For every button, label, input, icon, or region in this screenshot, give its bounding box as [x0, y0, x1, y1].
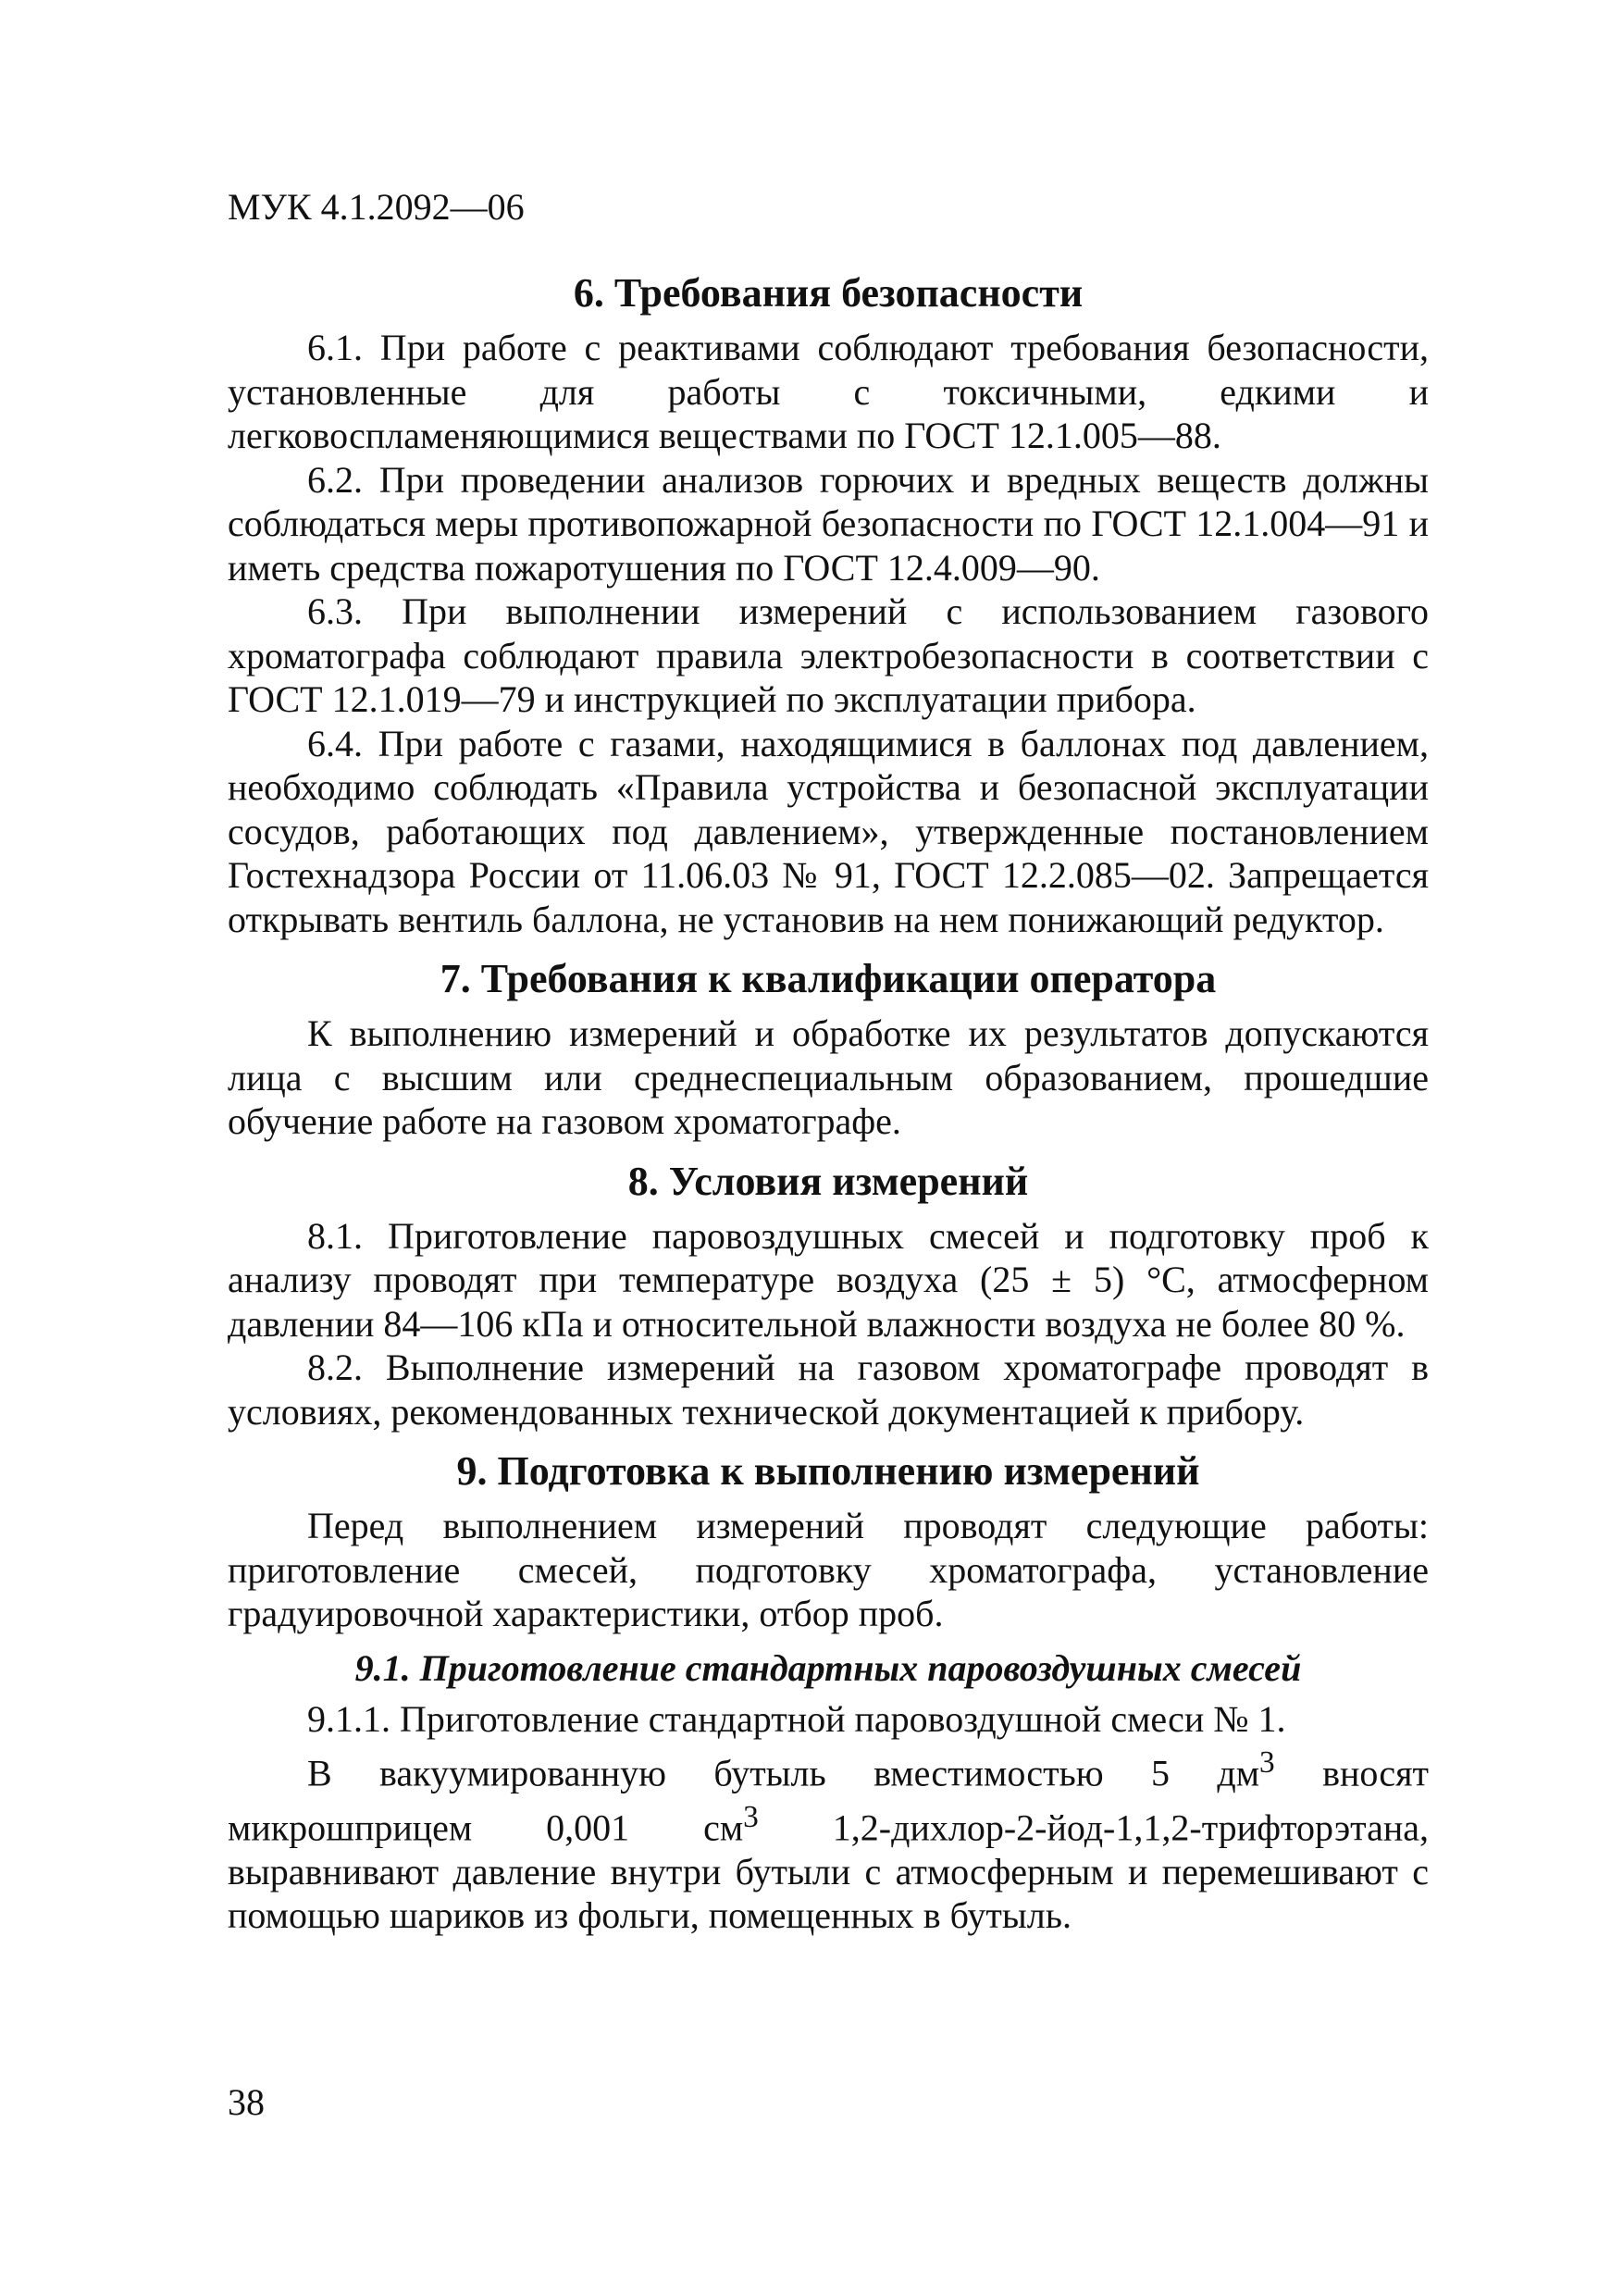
- superscript-cubed-1: 3: [1259, 1745, 1275, 1780]
- page-content: [228, 268, 1429, 1938]
- paragraph-7: К выполнению измерений и обработке их результатов допускаются лица с высшим или среднеспециальным образованием, прошедшие обучение работе на газовом хроматографе.: [228, 1012, 1429, 1142]
- running-header-doc-code: МУК 4.1.2092—06: [228, 186, 525, 228]
- paragraph-6-3: 6.3. При выполнении измерений с использованием газового хроматографа соблюдают правила электробезопасности в соответствии с ГОСТ 12.1.019—79 и инструкцией по эксплуатации прибора.: [228, 590, 1429, 720]
- section-7-title: 7. Требования к квалификации оператора: [440, 956, 1217, 1001]
- section-9-title: 9. Подготовка к выполнению измерений: [456, 1448, 1200, 1494]
- paragraph-9-1-1-body: [228, 1741, 1429, 1938]
- paragraph-6-2: 6.2. При проведении анализов горючих и вредных веществ должны соблюдаться меры противопожарной безопасности по ГОСТ 12.1.004—91 и иметь средства пожаротушения по ГОСТ 12.4.009—90.: [228, 458, 1429, 589]
- section-6-title: 6. Требования безопасности: [573, 270, 1084, 316]
- paragraph-9-1-1-text-c: 1,2-дихлор-2-йод-1,1,2-трифторэтана, выравнивают давление внутри бутыли с атмосферным и перемешивают с помощью шариков из фольги, помещенных в бутыль.: [228, 1806, 1429, 1937]
- paragraph-9-1-1-text-a: В вакуумированную бутыль вместимостью 5 дм: [307, 1752, 1260, 1794]
- paragraph-9-1-1: 9.1.1. Приготовление стандартной паровоздушной смеси № 1.: [307, 1697, 1286, 1740]
- subsection-9-1-title: 9.1. Приготовление стандартных паровоздушных смесей: [354, 1646, 1302, 1689]
- superscript-cubed-2: 3: [743, 1799, 759, 1834]
- paragraph-9-1-1-text-b: вносят микрошприцем 0,001 см: [228, 1752, 1429, 1849]
- page-number: 38: [228, 2081, 265, 2123]
- paragraph-8-1: 8.1. Приготовление паровоздушных смесей и подготовку проб к анализу проводят при температуре воздуха (25 ± 5) °С, атмосферном давлении 84—106 кПа и относительной влажности воздуха не более 80 %.: [228, 1214, 1429, 1345]
- paragraph-6-4: 6.4. При работе с газами, находящимися в баллонах под давлением, необходимо соблюдать «Правила устройства и безопасной эксплуатации сосудов, работающих под давлением», утвержденные постановлением Гостехнадзора России от 11.06.03 № 91, ГОСТ 12.2.085—02. Запрещается открывать вентиль баллона, не установив на нем понижающий редуктор.: [228, 722, 1429, 940]
- paragraph-6-1: 6.1. При работе с реактивами соблюдают требования безопасности, установленные для работы с токсичными, едкими и легковоспламеняющимися веществами по ГОСТ 12.1.005—88.: [228, 327, 1429, 456]
- paragraph-9: Перед выполнением измерений проводят следующие работы: приготовление смесей, подготовку хроматографа, установление градуировочной характеристики, отбор проб.: [228, 1505, 1429, 1634]
- section-8-title: 8. Условия измерений: [627, 1158, 1029, 1204]
- paragraph-8-2: 8.2. Выполнение измерений на газовом хроматографе проводят в условиях, рекомендованных технической документацией к прибору.: [228, 1347, 1429, 1433]
